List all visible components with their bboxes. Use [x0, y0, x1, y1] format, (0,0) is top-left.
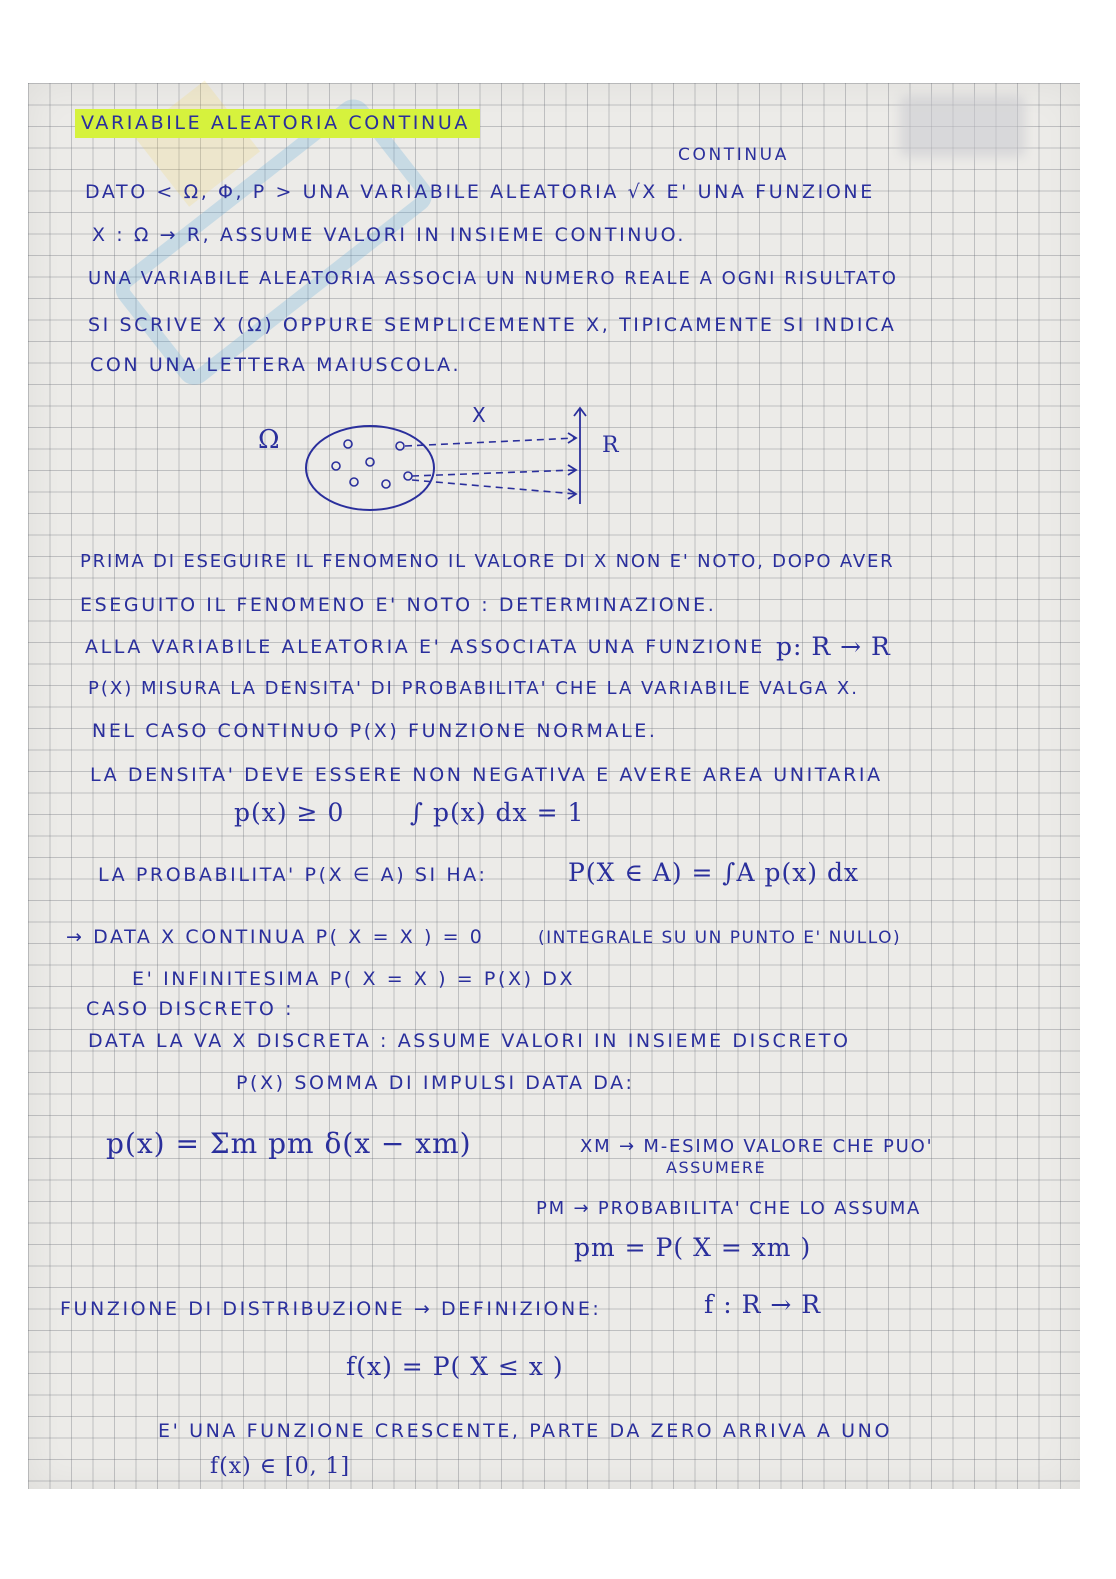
distribution-mapping: f : R → R: [704, 1290, 822, 1319]
equation-impulse-sum: p(x) = Σm pm δ(x − xm): [106, 1127, 472, 1160]
equation-nonnegative: p(x) ≥ 0: [234, 798, 345, 827]
page-title: VARIABILE ALEATORIA CONTINUA: [75, 109, 480, 138]
body-line-8: ALLA VARIABILE ALEATORIA E' ASSOCIATA UNA FUNZIONE: [85, 636, 765, 658]
definition-line-3: UNA VARIABILE ALEATORIA ASSOCIA UN NUMERO REALE A OGNI RISULTATO: [88, 268, 898, 289]
note-xm: XM → M-ESIMO VALORE CHE PUO': [580, 1136, 934, 1157]
map-label: X: [472, 403, 486, 427]
equation-unit-area: ∫ p(x) dx = 1: [410, 798, 585, 827]
body-line-14: E' INFINITESIMA P( X = X ) = P(X) DX: [132, 968, 576, 990]
section-discrete: CASO DISCRETO :: [86, 998, 295, 1020]
definition-line-5: CON UNA LETTERA MAIUSCOLA.: [90, 354, 462, 376]
body-line-6: PRIMA DI ESEGUIRE IL FENOMENO IL VALORE DI X NON E' NOTO, DOPO AVER: [80, 551, 895, 572]
definition-line-1: DATO < Ω, Φ, P > UNA VARIABILE ALEATORIA √X E' UNA FUNZIONE: [85, 181, 875, 203]
definition-line-4: SI SCRIVE X (Ω) OPPURE SEMPLICEMENTE X, TIPICAMENTE SI INDICA: [88, 314, 897, 336]
blurred-stamp: [900, 95, 1025, 157]
definition-line-2: X : Ω → R, ASSUME VALORI IN INSIEME CONTINUO.: [92, 224, 687, 246]
note-pm: PM → PROBABILITA' CHE LO ASSUMA: [536, 1198, 922, 1219]
function-mapping: p: R → R: [776, 632, 891, 661]
body-line-9: P(X) MISURA LA DENSITA' DI PROBABILITA' CHE LA VARIABILE VALGA X.: [88, 678, 859, 699]
integral-note: (INTEGRALE SU UN PUNTO E' NULLO): [538, 928, 902, 948]
body-line-17: P(X) SOMMA DI IMPULSI DATA DA:: [236, 1072, 635, 1094]
omega-label: Ω: [258, 425, 280, 455]
real-label: R: [602, 433, 619, 458]
body-line-7: ESEGUITO IL FENOMENO E' NOTO : DETERMINAZIONE.: [80, 594, 717, 616]
insert-word: CONTINUA: [678, 145, 789, 165]
body-line-10: NEL CASO CONTINUO P(X) FUNZIONE NORMALE.: [92, 720, 658, 742]
body-line-12: LA PROBABILITA' P(X ∈ A) SI HA:: [98, 864, 488, 886]
body-line-11: LA DENSITA' DEVE ESSERE NON NEGATIVA E AVERE AREA UNITARIA: [90, 764, 883, 786]
equation-pm: pm = P( X = xm ): [574, 1233, 812, 1262]
body-line-18: FUNZIONE DI DISTRIBUZIONE → DEFINIZIONE:: [60, 1298, 602, 1320]
mapping-diagram: [250, 400, 630, 520]
body-line-13: → DATA X CONTINUA P( X = X ) = 0: [66, 926, 485, 948]
body-line-16: DATA LA VA X DISCRETA : ASSUME VALORI IN INSIEME DISCRETO: [88, 1030, 851, 1052]
note-xm-cont: ASSUMERE: [666, 1158, 767, 1177]
body-line-19: E' UNA FUNZIONE CRESCENTE, PARTE DA ZERO ARRIVA A UNO: [158, 1420, 893, 1442]
equation-probability-A: P(X ∈ A) = ∫A p(x) dx: [568, 858, 860, 887]
equation-range: f(x) ∈ [0, 1]: [210, 1454, 351, 1479]
equation-distribution: f(x) = P( X ≤ x ): [346, 1352, 564, 1381]
